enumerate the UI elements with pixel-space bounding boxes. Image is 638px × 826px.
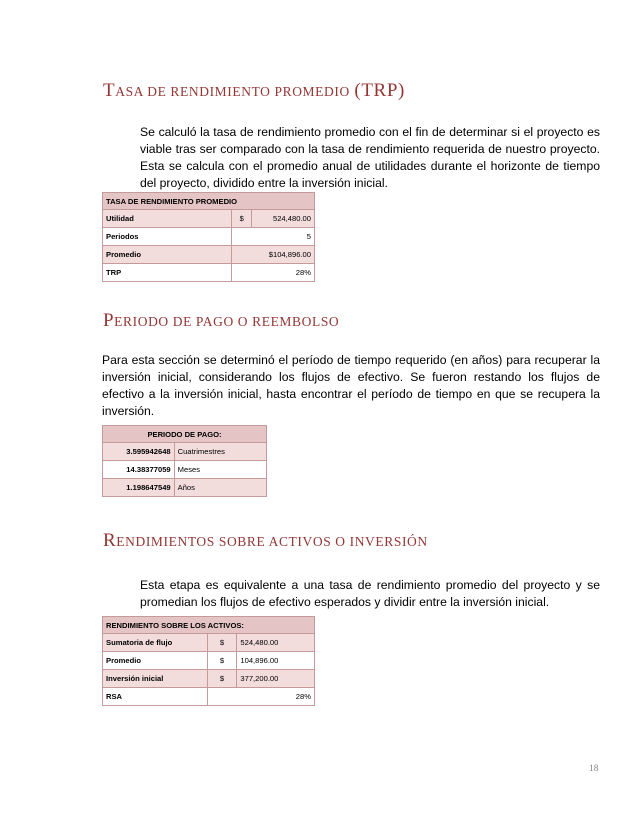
table-rsa [102,616,315,706]
page-number: 18 [589,764,599,774]
heading-trp: TASA DE RENDIMIENTO PROMEDIO (TRP) [103,80,405,101]
table-row: Periodos 5 [103,228,315,246]
paragraph-payback: Para esta sección se determinó el período de tiempo requerido (en años) para recuperar la inversión inicial, considerando los flujos de efectivo. Se fueron restando los flujos de efectivo a la inversión inicial, hasta encontrar el período de tiempo en que se recupera la inversión. [102,353,600,418]
table-rsa-header [103,617,315,634]
table-row: Inversión inicial $ 377,200.00 [103,670,315,688]
table-row: Promedio $ 104,896.00 [103,652,315,670]
table-row: Utilidad $ 524,480.00 [103,210,315,228]
paragraph-rsa: Esta etapa es equivalente a una tasa de rendimiento promedio del proyecto y se promedian los flujos de efectivo esperados y dividir entre la inversión inicial. [140,578,600,609]
table-trp [102,192,315,282]
table-row: TRP 28% [103,264,315,282]
table-payback-header [103,426,267,443]
table-payback-title: PERIODO DE PAGO: [103,426,267,443]
table-row: Promedio $104,896.00 [103,246,315,264]
table-row: 1.198647549 Años [103,479,267,497]
table-row: RSA 28% [103,688,315,706]
heading-rsa: RENDIMIENTOS SOBRE ACTIVOS O INVERSIÓN [103,530,428,551]
table-trp-title: TASA DE RENDIMIENTO PROMEDIO [103,193,315,210]
table-row: 14.38377059 Meses [103,461,267,479]
heading-payback: PERIODO DE PAGO O REEMBOLSO [103,310,340,331]
table-row: Sumatoria de flujo $ 524,480.00 [103,634,315,652]
table-trp-header [103,193,315,210]
paragraph-trp: Se calculó la tasa de rendimiento promedio con el fin de determinar si el proyecto es viable tras ser comparado con la tasa de rendimiento requerida de nuestro proyecto. Esta se calcula con el promedio anual de utilidades durante el horizonte de tiempo del proyecto, dividido entre la inversión inicial. [140,125,600,190]
table-rsa-title: RENDIMIENTO SOBRE LOS ACTIVOS: [103,617,315,634]
table-payback [102,425,267,497]
table-row: 3.595942648 Cuatrimestres [103,443,267,461]
